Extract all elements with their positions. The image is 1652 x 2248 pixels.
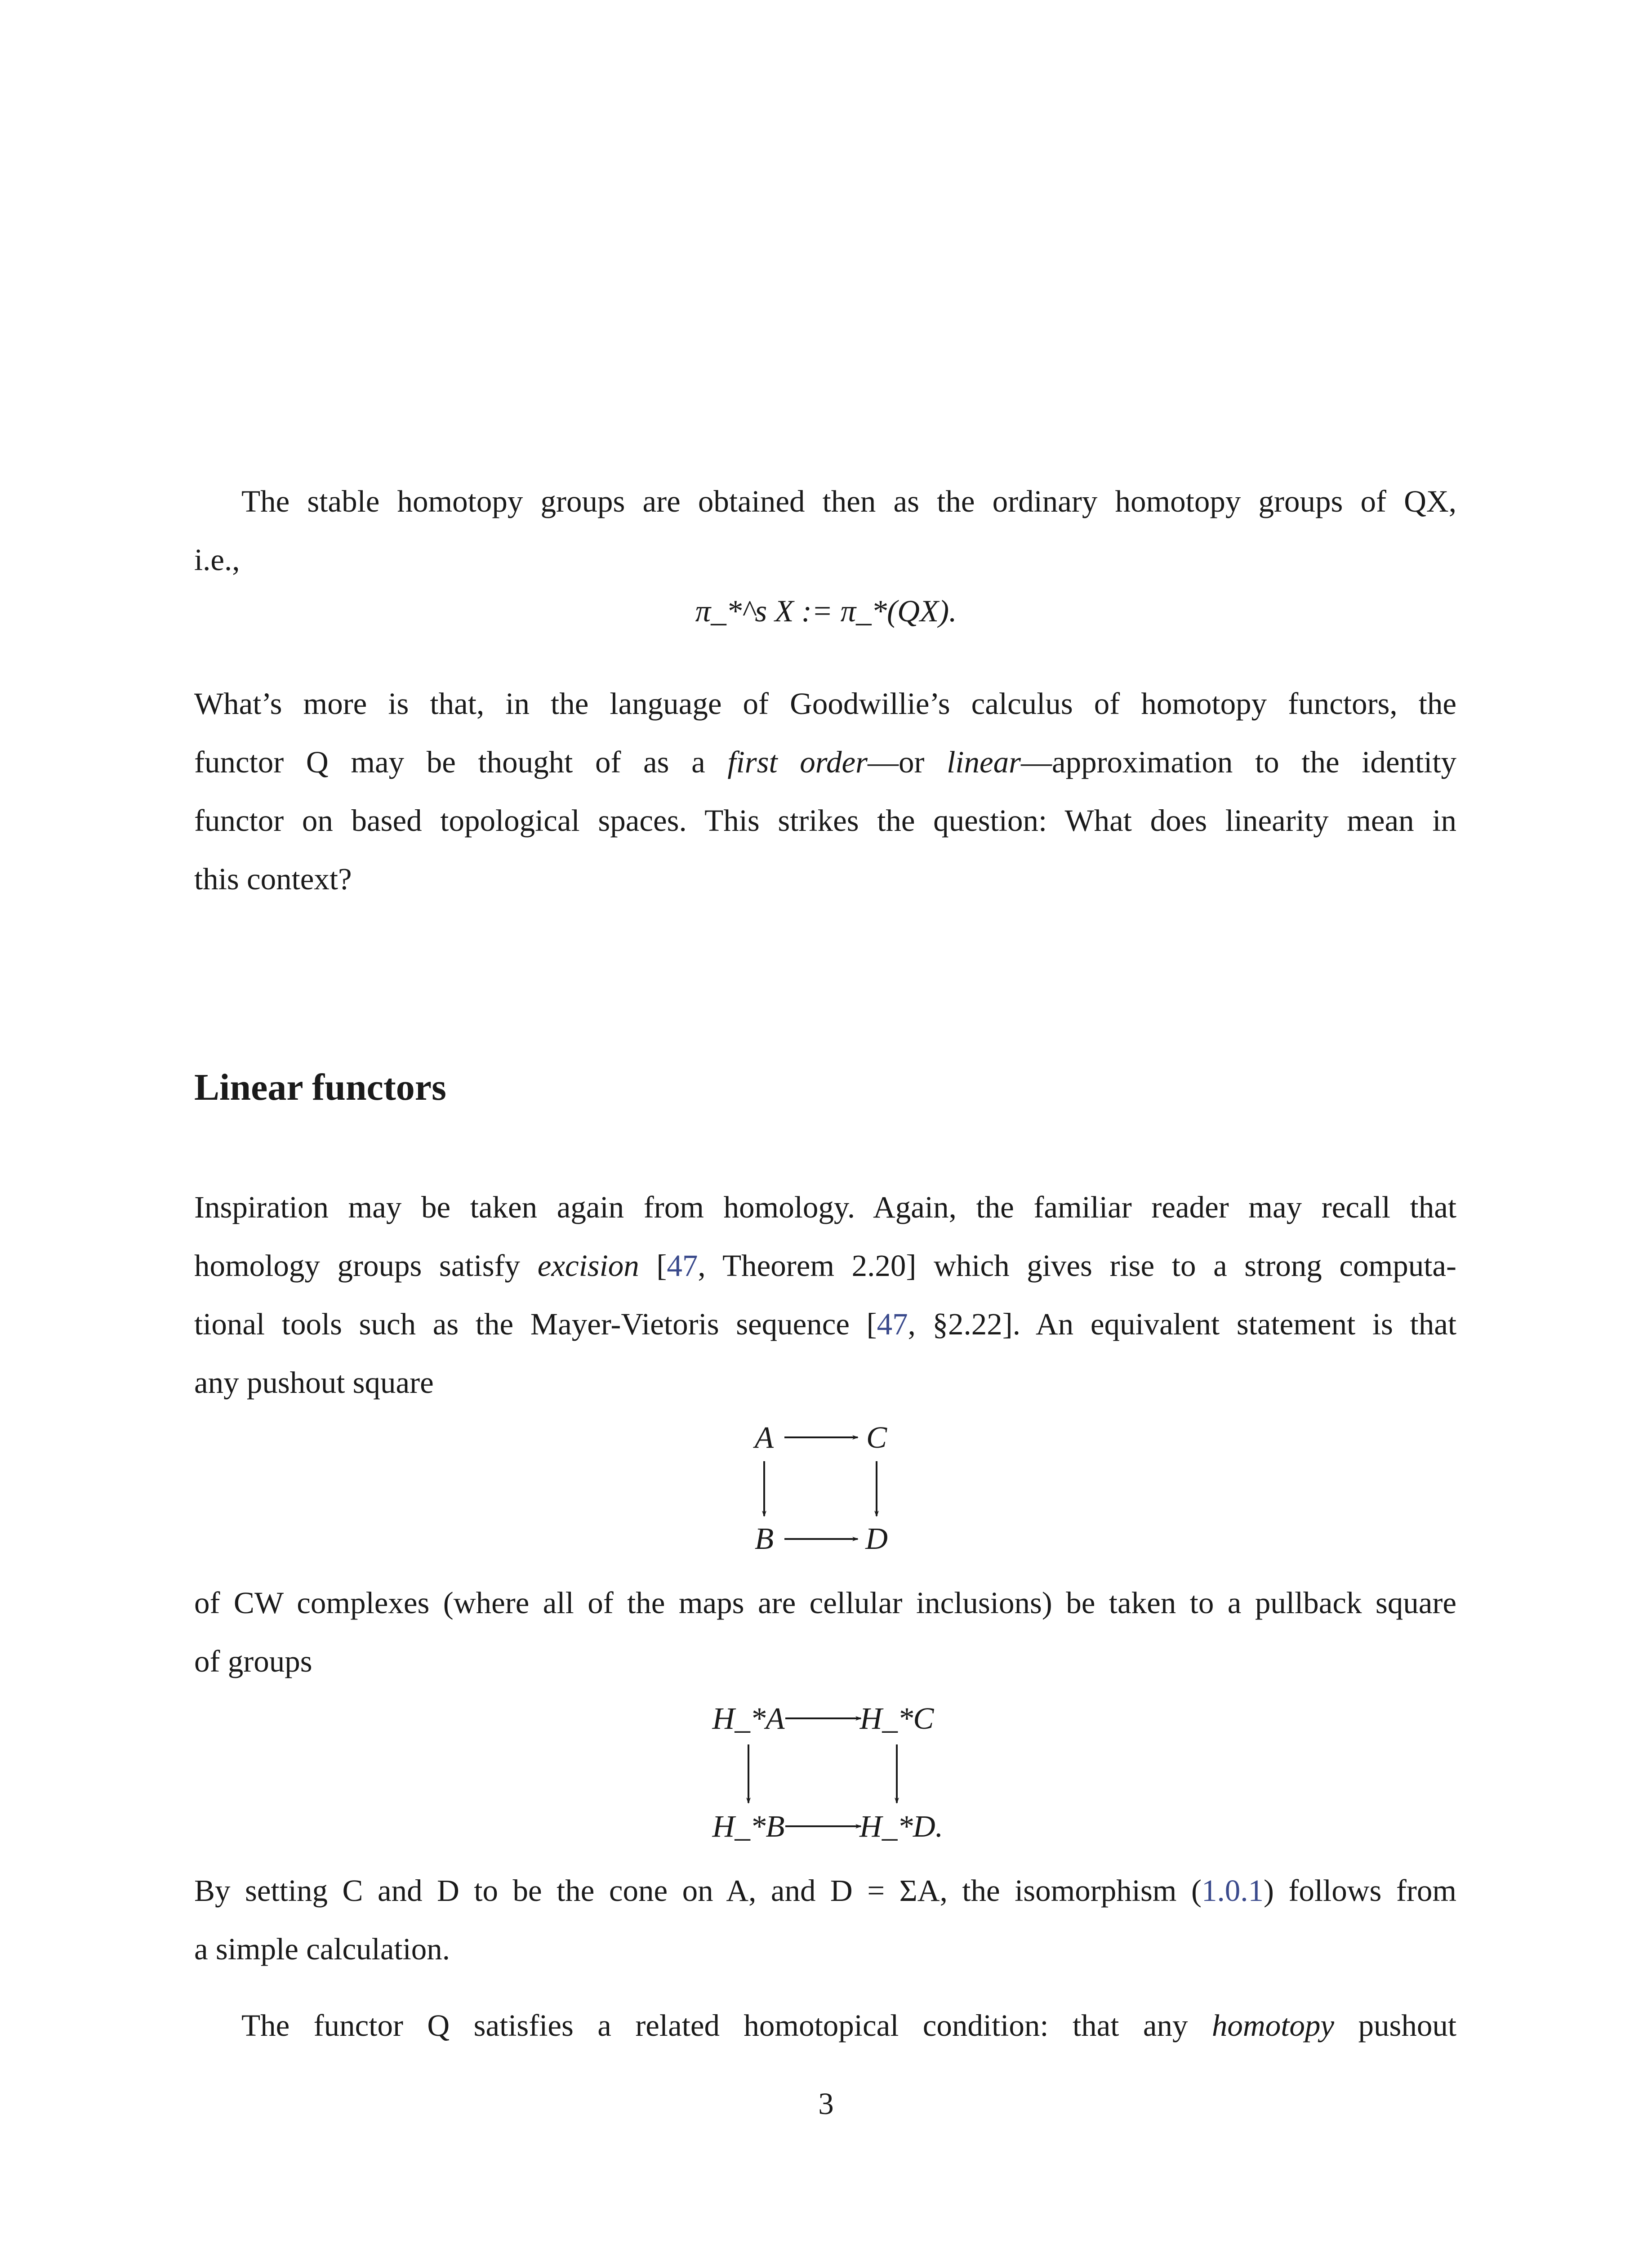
paragraph-line: functor on based topological spaces. This strikes the question: What does linearity mean in (194, 803, 1456, 838)
equation-reference-link[interactable]: 1.0.1 (1201, 1873, 1264, 1908)
text-run: The functor Q satisfies a related homotopical condition: that any (241, 2008, 1212, 2043)
text-run: pushout (1334, 2008, 1456, 2043)
diagram-node-b: B (754, 1521, 774, 1556)
diagram-node-c: C (866, 1420, 887, 1454)
section-heading: Linear functors (194, 1066, 446, 1108)
text-run: ) follows from (1263, 1873, 1456, 1908)
diagram-node-d: D (865, 1521, 888, 1556)
paragraph-line (194, 733, 1456, 791)
emphasis-text: excision (537, 1249, 639, 1283)
text-run: functor Q may be thought of as a (194, 745, 728, 779)
paragraph-line: of groups (194, 1644, 312, 1678)
paragraph-line: of CW complexes (where all of the maps are cellular inclusions) be taken to a pullback square (194, 1586, 1456, 1620)
diagram-node-hstar-c: H_*C (859, 1701, 934, 1735)
text-run: —or (868, 745, 947, 779)
paragraph-line (194, 1295, 1456, 1353)
citation-link[interactable]: 47 (877, 1307, 908, 1341)
emphasis-text: linear (947, 745, 1021, 779)
paragraph-line: The stable homotopy groups are obtained then as the ordinary homotopy groups of QX, (241, 484, 1456, 518)
diagram-node-hstar-a: H_*A (712, 1701, 785, 1735)
text-run: By setting C and D to be the cone on A, and D = ΣA, the isomorphism ( (194, 1873, 1202, 1908)
paragraph-line: this context? (194, 862, 352, 896)
text-run: homology groups satisfy (194, 1249, 538, 1283)
pushout-square-diagram (737, 1412, 926, 1565)
paragraph-line (241, 1996, 1456, 2055)
display-equation: π_*^s X := π_*(QX). (695, 594, 957, 628)
paragraph-line (194, 1236, 1456, 1295)
pullback-square-diagram (701, 1695, 953, 1848)
paragraph-line: a simple calculation. (194, 1932, 450, 1966)
paragraph-line: any pushout square (194, 1365, 434, 1400)
text-run: tional tools such as the Mayer-Vietoris sequence [ (194, 1307, 877, 1341)
diagram-node-a: A (754, 1420, 774, 1454)
paragraph-line (194, 1861, 1456, 1920)
citation-link[interactable]: 47 (667, 1249, 698, 1283)
emphasis-text: homotopy (1211, 2008, 1335, 2043)
paragraph-line: Inspiration may be taken again from homology. Again, the familiar reader may recall that (194, 1190, 1456, 1224)
emphasis-text: first order (727, 745, 868, 779)
paragraph-line: What’s more is that, in the language of Goodwillie’s calculus of homotopy functors, the (194, 687, 1456, 721)
paragraph-line: i.e., (194, 543, 240, 577)
text-run: , §2.22]. An equivalent statement is that (908, 1307, 1456, 1341)
diagram-node-hstar-b: H_*B (712, 1809, 785, 1843)
text-run: —approximation to the identity (1020, 745, 1457, 779)
diagram-node-hstar-d: H_*D. (859, 1809, 943, 1843)
text-run: [ (639, 1249, 667, 1283)
text-run: , Theorem 2.20] which gives rise to a strong computa- (698, 1249, 1456, 1283)
page-number: 3 (818, 2087, 834, 2121)
